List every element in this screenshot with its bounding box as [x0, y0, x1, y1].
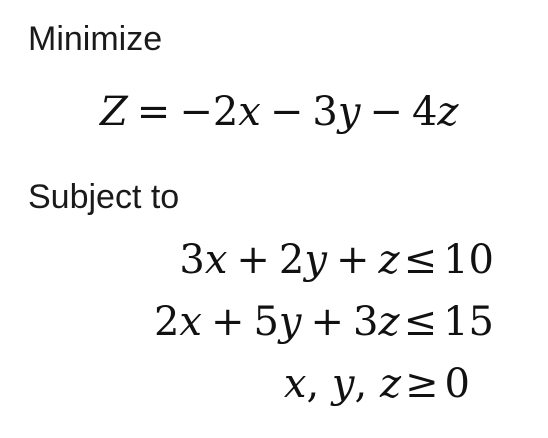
constraint-row — [153, 299, 494, 364]
variable-y: y — [304, 237, 327, 283]
plus-sign: + — [210, 299, 245, 345]
right-hand-side: 0 — [444, 361, 470, 407]
constraint-list — [153, 237, 494, 426]
variable-z: z — [379, 361, 402, 407]
variable-y: y — [278, 299, 302, 345]
coefficient: 4 — [411, 89, 438, 135]
coefficient: 2 — [278, 237, 305, 283]
variable-z: z — [378, 299, 400, 345]
non-negativity-constraint — [154, 361, 470, 426]
minus-sign: − — [179, 89, 213, 135]
equals-sign: = — [136, 89, 171, 135]
variable-z: z — [437, 89, 459, 135]
variable-x: x — [283, 361, 307, 407]
objective-function — [100, 89, 459, 135]
less-equal-sign: ≤ — [403, 299, 438, 345]
minus-sign: − — [369, 89, 403, 135]
plus-sign: + — [236, 237, 270, 283]
variable-y: y — [331, 361, 355, 407]
less-equal-sign: ≤ — [403, 237, 438, 283]
subject-to-heading: Subject to — [28, 178, 180, 216]
minus-sign: − — [269, 89, 304, 135]
right-hand-side: 15 — [443, 299, 494, 345]
minimize-heading: Minimize — [28, 20, 163, 58]
coefficient: 3 — [179, 237, 205, 283]
coefficient: 3 — [353, 299, 379, 345]
variable-y: y — [337, 89, 361, 135]
constraint-row — [154, 237, 494, 302]
variable-x: x — [238, 89, 261, 135]
objective-variable: Z — [100, 89, 128, 135]
comma: , — [354, 361, 368, 407]
right-hand-side: 10 — [443, 237, 494, 283]
comma: , — [306, 361, 320, 407]
greater-equal-sign: ≥ — [405, 361, 439, 407]
variable-x: x — [179, 299, 202, 345]
coefficient: 3 — [312, 89, 338, 135]
plus-sign: + — [335, 237, 370, 283]
variable-z: z — [378, 237, 400, 283]
variable-x: x — [204, 237, 228, 283]
coefficient: 2 — [212, 89, 239, 135]
coefficient: 2 — [153, 299, 180, 345]
coefficient: 5 — [253, 299, 279, 345]
plus-sign: + — [310, 299, 345, 345]
